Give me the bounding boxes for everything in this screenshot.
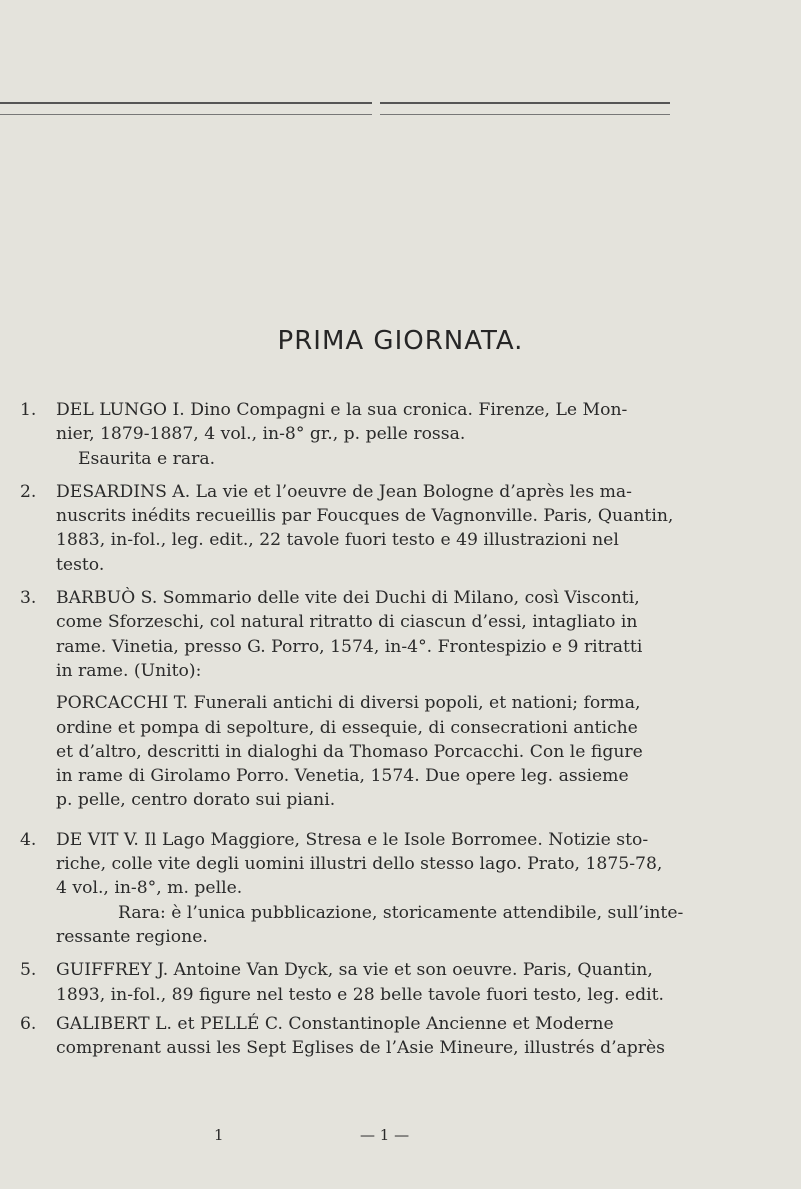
entry-line: nier, 1879-1887, 4 vol., in-8° gr., p. pelle rossa.	[56, 424, 466, 445]
entry-line: et d’altro, descritti in dialoghi da Thomaso Porcacchi. Con le figure	[56, 741, 643, 762]
entry-line: DEL LUNGO I. Dino Compagni e la sua cronica. Firenze, Le Mon-	[56, 400, 628, 420]
entry-line: in rame di Girolamo Porro. Venetia, 1574. Due opere leg. assieme	[56, 766, 629, 787]
entry-line: p. pelle, centro dorato sui piani.	[56, 790, 336, 811]
entry-number: 5.	[20, 960, 37, 981]
entry-line: GALIBERT L. et PELLÉ C. Constantinople Ancienne et Moderne	[56, 1013, 614, 1034]
entry-number: 3.	[20, 588, 37, 609]
catalogue-entry-5	[20, 958, 790, 1007]
entry-line: 1883, in-fol., leg. edit., 22 tavole fuori testo e 49 illustrazioni nel	[56, 530, 619, 551]
entry-line: ordine et pompa di sepolture, di essequie, di consecrationi antiche	[56, 717, 638, 738]
entry-note: Rara: è l’unica pubblicazione, storicamente attendibile, sull’inte-	[118, 902, 684, 923]
catalogue-entry-6	[20, 1012, 790, 1061]
catalogue-entry-2	[20, 480, 790, 577]
entry-line: 4 vol., in-8°, m. pelle.	[56, 878, 243, 899]
catalogue-entries	[20, 398, 790, 1061]
entry-line: comprenant aussi les Sept Eglises de l’Asie Mineure, illustrés d’après	[56, 1038, 665, 1059]
top-rule-right	[380, 102, 670, 115]
catalogue-entry-4	[20, 828, 790, 949]
entry-line: DESARDINS A. La vie et l’oeuvre de Jean Bologne d’après les ma-	[56, 481, 632, 502]
catalogue-entry-3	[20, 586, 790, 813]
entry-line: BARBUÒ S. Sommario delle vite dei Duchi di Milano, così Visconti,	[56, 588, 640, 609]
entry-line: 1893, in-fol., 89 figure nel testo e 28 belle tavole fuori testo, leg. edit.	[56, 984, 664, 1005]
catalogue-entry-1	[20, 398, 790, 471]
entry-note: ressante regione.	[56, 926, 208, 947]
entry-line: riche, colle vite degli uomini illustri dello stesso lago. Prato, 1875-78,	[56, 854, 663, 875]
page-number: — 1 —	[360, 1126, 410, 1144]
top-rule-left	[0, 102, 372, 115]
entry-line: rame. Vinetia, presso G. Porro, 1574, in-4°. Frontespizio e 9 ritratti	[56, 636, 643, 657]
page-title: PRIMA GIORNATA.	[277, 326, 524, 356]
entry-line: PORCACCHI T. Funerali antichi di diversi popoli, et nationi; forma,	[56, 693, 641, 714]
entry-line: come Sforzeschi, col natural ritratto di ciascun d’essi, intagliato in	[56, 612, 638, 633]
entry-number: 1.	[20, 400, 37, 420]
entry-line: GUIFFREY J. Antoine Van Dyck, sa vie et son oeuvre. Paris, Quantin,	[56, 960, 653, 981]
entry-line: in rame. (Unito):	[56, 660, 202, 681]
entry-number: 6.	[20, 1013, 37, 1034]
entry-line: DE VIT V. Il Lago Maggiore, Stresa e le Isole Borromee. Notizie sto-	[56, 829, 649, 850]
entry-number: 4.	[20, 829, 37, 850]
entry-note: Esaurita e rara.	[78, 448, 216, 469]
entry-line: testo.	[56, 554, 105, 575]
entry-number: 2.	[20, 481, 37, 502]
signature-mark: 1	[214, 1126, 224, 1144]
entry-line: nuscrits inédits recueillis par Foucques de Vagnonville. Paris, Quantin,	[56, 506, 674, 527]
